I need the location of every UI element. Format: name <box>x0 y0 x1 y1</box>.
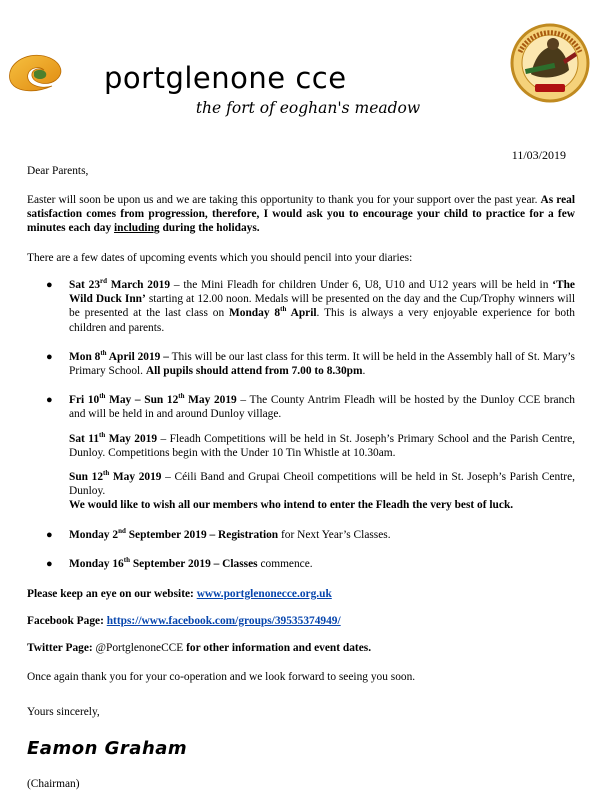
event-subitem: Sat 11th May 2019 – Fleadh Competitions will be held in St. Joseph’s Primary School and the Parish Centre, Dunloy. Competitions begin with the Under 10 Tin Whistle at 10.30am. <box>69 430 576 459</box>
org-subtitle: the fort of eoghan's meadow <box>195 99 421 117</box>
bullet-icon: ● <box>46 350 53 363</box>
salutation: Dear Parents, <box>27 165 89 177</box>
sign-off: Yours sincerely, <box>27 706 100 718</box>
closing-line: Once again thank you for your co-operation and we look forward to seeing you soon. <box>27 671 416 683</box>
website-link[interactable]: www.portglenonecce.org.uk <box>196 588 332 600</box>
website-line: Please keep an eye on our website: www.portglenonecce.org.uk <box>27 588 332 600</box>
event-item: ● Monday 16th September 2019 – Classes commence. <box>46 556 313 570</box>
bullet-icon: ● <box>46 557 53 570</box>
event-item: ● Fri 10th May – Sun 12th May 2019 – The County Antrim Fleadh will be hosted by the Dunloy CCE branch and will be held in and around Dunloy village. Sat 11th May 2019 – Fleadh Competitions will be held in St. Joseph’s Primary School and the Parish Centre, Dunloy. Competitions begin with the Under 10 Tin Whistle at 10.30am. Sun 12th May 2019 – Céili Band and Grupai Cheoil competitions will be held in St. Joseph’s Parish Centre, Dunloy. We would like to wish all our members who intend to enter the Fleadh the very best of luck. <box>46 392 576 512</box>
facebook-line: Facebook Page: https://www.facebook.com/groups/39535374949/ <box>27 615 341 627</box>
fleadh-wish: We would like to wish all our members who intend to enter the Fleadh the very best of luck. <box>69 499 514 512</box>
dates-intro: There are a few dates of upcoming events which you should pencil into your diaries: <box>27 252 413 264</box>
twitter-line: Twitter Page: @PortglenoneCCE for other information and event dates. <box>27 642 372 654</box>
facebook-link[interactable]: https://www.facebook.com/groups/39535374949/ <box>106 615 341 627</box>
intro-paragraph: Easter will soon be upon us and we are taking this opportunity to thank you for your support over the past year. As real satisfaction comes from progression, therefore, I would ask you to encourage your child to practice for a few minutes each day including during the holidays. <box>27 194 575 235</box>
brand-logo-swirl <box>4 50 70 92</box>
event-subitem: Sun 12th May 2019 – Céili Band and Grupai Cheoil competitions will be held in St. Joseph’s Parish Centre, Dunloy. <box>69 469 575 498</box>
comhaltas-seal-logo <box>509 22 591 104</box>
bullet-icon: ● <box>46 279 53 291</box>
bullet-icon: ● <box>46 528 53 541</box>
events-list <box>27 278 575 571</box>
letter-date: 11/03/2019 <box>511 148 566 162</box>
org-title: portglenone cce <box>104 61 347 95</box>
event-item: ● Sat 23rd March 2019 – the Mini Fleadh for children Under 6, U8, U10 and U12 years will be held in ‘The Wild Duck Inn’ starting at 12.00 noon. Medals will be presented on the day and the Cup/Trophy winners will be presented at the last class on Monday 8th April. This is always a very enjoyable experience for both children and parents. <box>46 277 575 334</box>
signature: Eamon Graham <box>27 738 188 759</box>
event-item: ● Mon 8th April 2019 – This will be our last class for this term. It will be held in the Assembly hall of St. Mary’s Primary School. All pupils should attend from 7.00 to 8.30pm. <box>46 349 575 378</box>
signatory-role: (Chairman) <box>27 778 80 790</box>
event-item: ● Monday 2nd September 2019 – Registration for Next Year’s Classes. <box>46 526 391 541</box>
bullet-icon: ● <box>46 394 53 407</box>
